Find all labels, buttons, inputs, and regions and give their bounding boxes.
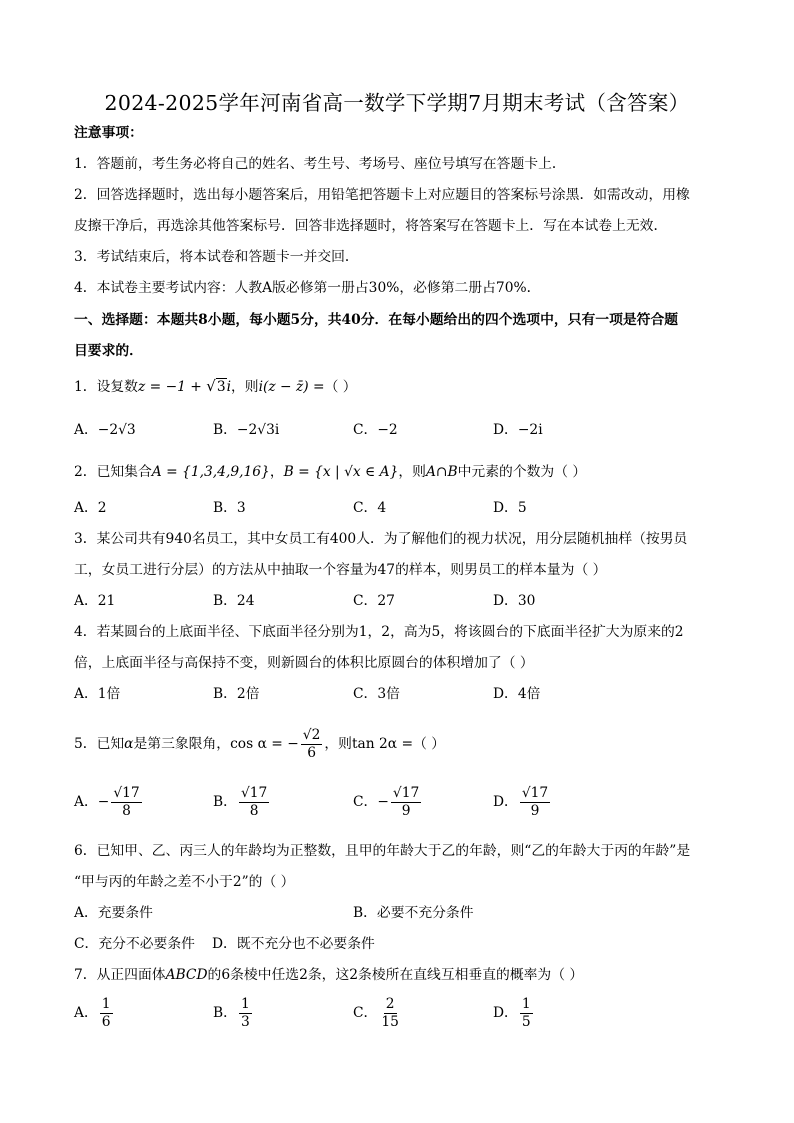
q5-option-d-den: 9 [530, 803, 540, 819]
q5-option-b-den: 8 [249, 803, 259, 819]
q1-mid: ，则 [231, 379, 259, 395]
q2-text-a: 2．已知集合 [74, 464, 152, 480]
q2-set-a: A = {1,3,4,9,16} [151, 464, 270, 480]
q7-option-c-den: 15 [381, 1014, 399, 1030]
question-6: 6．已知甲、乙、丙三人的年龄均为正整数，且甲的年龄大于乙的年龄，则“乙的年龄大于丙的年龄”是 [74, 843, 691, 859]
page-title: 2024-2025学年河南省高一数学下学期7月期末考试（含答案） [104, 91, 690, 115]
q2-option-d: D．5 [493, 500, 527, 516]
q3-option-c: C．27 [353, 593, 395, 609]
q5-option-b-num: √17 [240, 785, 268, 801]
question-2 [74, 463, 586, 481]
q4-option-b: B．2倍 [213, 686, 260, 702]
q2-set-b: B = {x | √x ∈ A} [283, 464, 399, 480]
q7-option-b [213, 996, 254, 1031]
q7-option-a [74, 996, 115, 1031]
q5-option-b [213, 785, 271, 820]
q5-option-c [353, 785, 423, 820]
q3-option-a: A．21 [74, 593, 116, 609]
q5-frac-num: √2 [302, 727, 321, 743]
q5-option-a-den: 8 [122, 803, 131, 819]
q4-option-a: A．1倍 [74, 686, 121, 702]
question-3: 3．某公司共有940名员工，其中女员工有400人．为了解他们的视力状况，用分层随机抽样（按男员 [74, 531, 688, 547]
notice-item-1: 1．答题前，考生务必将自己的姓名、考生号、考场号、座位号填写在答题卡上． [74, 156, 566, 172]
q5-option-a-frac [111, 785, 141, 820]
section1-heading-cont: 目要求的． [74, 343, 143, 359]
q1-option-b: B．−2√3i [213, 422, 280, 438]
q5-option-d-frac [520, 785, 550, 820]
q6-option-d: D．既不充分也不必要条件 [212, 936, 375, 952]
q7-option-c-frac [379, 996, 401, 1031]
q1-expr2: i(z − z̄) = [258, 379, 325, 395]
question-4: 4．若某圆台的上底面半径、下底面半径分别为1，2，高为5，将该圆台的下底面半径扩大为原来的2 [74, 624, 684, 640]
q2-text-b: ， [269, 464, 284, 480]
q4-option-d: D．4倍 [493, 686, 541, 702]
q5-frac-den: 6 [307, 745, 316, 761]
notice-item-4: 4．本试卷主要考试内容：人教A版必修第一册占30%，必修第二册占70%． [74, 280, 541, 296]
radical-sign: √ [206, 377, 216, 395]
q7-option-b-den: 3 [240, 1014, 250, 1030]
q3-option-d: D．30 [493, 593, 536, 609]
q7-option-c-num: 2 [385, 996, 395, 1012]
q1-imag: i [226, 379, 232, 395]
q2-intersection: A∩B [425, 464, 458, 480]
q7-option-a-den: 6 [101, 1014, 111, 1030]
q3-option-b: B．24 [213, 593, 255, 609]
q5-fraction [301, 727, 323, 762]
q5-option-b-frac [239, 785, 269, 820]
q5-option-c-num: √17 [392, 785, 420, 801]
q2-option-c: C．4 [353, 500, 387, 516]
q5-option-d [493, 785, 552, 820]
q7-option-d-num: 1 [521, 996, 531, 1012]
q6-option-c: C．充分不必要条件 [74, 936, 195, 952]
q7-option-c-label: C． [353, 1005, 378, 1021]
q7-text: 7．从正四面体 [74, 967, 166, 983]
q5-mid: 是第三象限角， [133, 736, 231, 752]
q7-option-b-frac [239, 996, 252, 1031]
q5-option-c-label: C． [353, 794, 378, 810]
q7-option-a-label: A． [74, 1005, 98, 1021]
question-7 [74, 966, 583, 984]
notice-item-2: 2．回答选择题时，选出每小题答案后，用铅笔把答题卡上对应题目的答案标号涂黑．如需改动，用橡 [74, 187, 690, 203]
q1-option-c: C．−2 [353, 422, 398, 438]
q2-text-c: ，则 [398, 464, 426, 480]
q5-option-a-num: √17 [113, 785, 140, 801]
q5-option-a-label: A． [74, 794, 98, 810]
q7-option-d-den: 5 [521, 1014, 531, 1030]
q5-option-a [74, 785, 144, 820]
q5-paren: （ ） [413, 736, 446, 752]
q2-option-b: B．3 [213, 500, 246, 516]
section1-heading: 一、选择题：本题共8小题，每小题5分，共40分．在每小题给出的四个选项中，只有一项是符合题 [74, 312, 679, 328]
question-4-cont: 倍，上底面半径与高保持不变，则新圆台的体积比原圆台的体积增加了（ ） [74, 655, 534, 671]
q5-tan: tan 2α = [351, 736, 414, 752]
q1-text: 1．设复数 [74, 379, 138, 395]
q7-option-d [493, 996, 535, 1031]
q7-option-c [353, 996, 403, 1031]
q5-option-b-label: B． [213, 794, 237, 810]
q7-option-a-num: 1 [101, 996, 111, 1012]
notice-heading: 注意事项： [74, 125, 143, 141]
q5-post-a: ，则 [324, 736, 352, 752]
q1-option-d: D．−2i [493, 422, 543, 438]
q2-text-d: 中元素的个数为（ ） [457, 464, 587, 480]
question-6-cont: “甲与丙的年龄之差不小于2”的（ ） [74, 874, 295, 890]
q5-option-c-frac [391, 785, 421, 820]
question-5 [74, 724, 445, 764]
q5-text: 5．已知 [74, 736, 125, 752]
question-3-cont: 工，女员工进行分层）的方法从中抽取一个容量为47的样本，则男员工的样本量为（ ） [74, 562, 607, 578]
q5-option-c-den: 9 [401, 803, 411, 819]
q5-option-a-sign: − [97, 794, 110, 810]
q5-option-c-sign: − [377, 794, 389, 810]
q1-expr: z = −1 + [137, 379, 207, 395]
q6-option-a: A．充要条件 [74, 905, 153, 921]
q1-sqrt: 3 [216, 379, 226, 395]
q2-option-a: A．2 [74, 500, 107, 516]
notice-item-2-cont: 皮擦干净后，再选涂其他答案标号．回答非选择题时，将答案写在答题卡上．写在本试卷上无效． [74, 218, 668, 234]
q7-option-b-num: 1 [240, 996, 250, 1012]
q7-option-b-label: B． [213, 1005, 237, 1021]
q1-paren: （ ） [324, 379, 357, 395]
q4-option-c: C．3倍 [353, 686, 400, 702]
q7-option-d-frac [520, 996, 533, 1031]
q7-tetrahedron: ABCD [165, 967, 208, 983]
q5-cos: cos α = − [230, 736, 299, 752]
q5-option-d-num: √17 [521, 785, 549, 801]
q7-option-d-label: D． [493, 1005, 518, 1021]
q5-option-d-label: D． [493, 794, 518, 810]
q6-option-b: B．必要不充分条件 [353, 905, 474, 921]
q7-option-a-frac [100, 996, 113, 1031]
notice-item-3: 3．考试结束后，将本试卷和答题卡一并交回． [74, 249, 359, 265]
q1-option-a: A．−2√3 [74, 422, 136, 438]
q5-alpha: α [124, 736, 134, 752]
q7-post: 的6条棱中任选2条，这2条棱所在直线互相垂直的概率为（ ） [207, 967, 584, 983]
question-1 [74, 377, 357, 396]
